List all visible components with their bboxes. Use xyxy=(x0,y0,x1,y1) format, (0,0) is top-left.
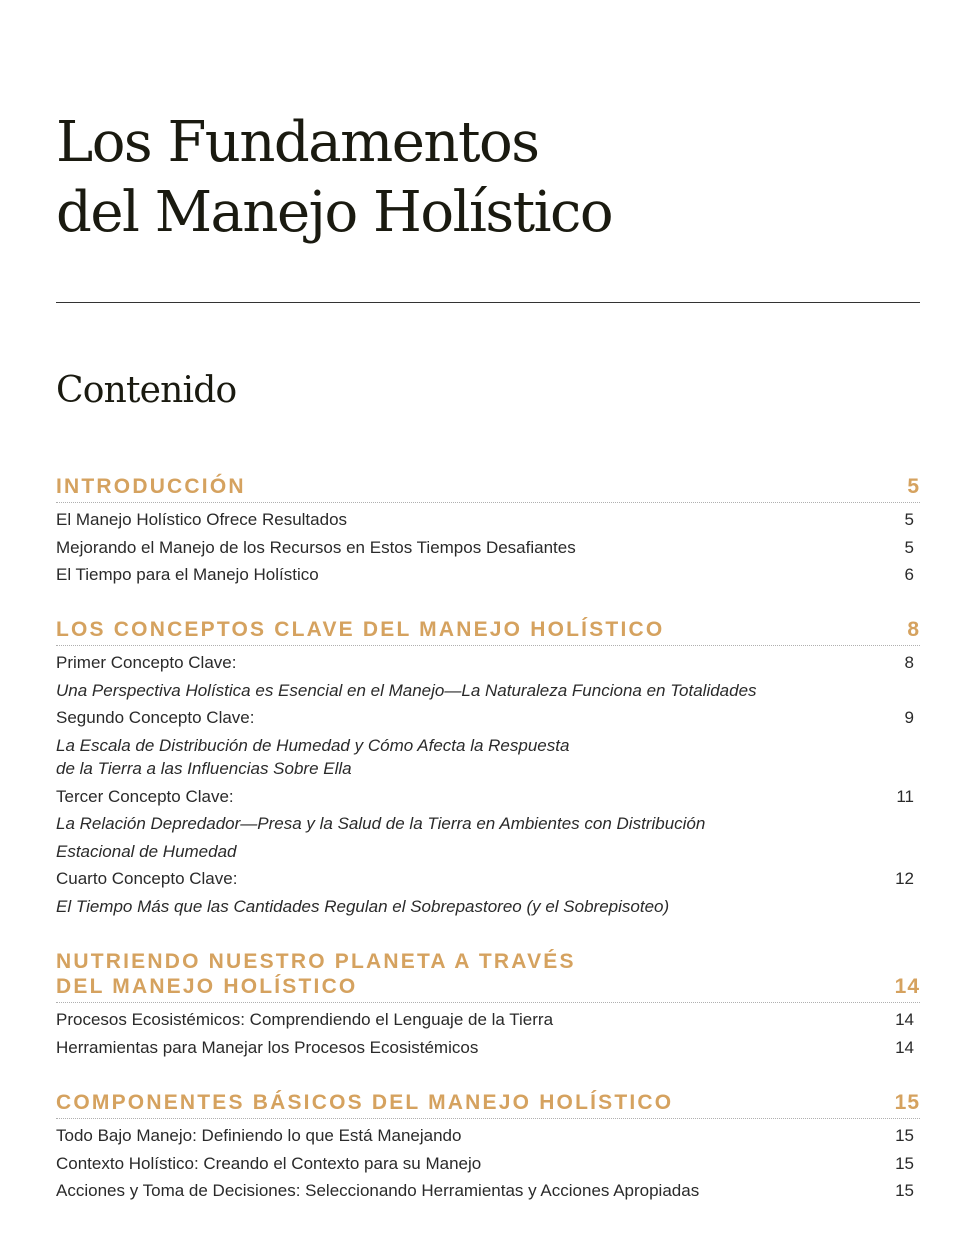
toc-entry[interactable] xyxy=(56,1177,920,1205)
title-line-2: del Manejo Holístico xyxy=(56,180,613,245)
toc-entry[interactable] xyxy=(56,1122,920,1150)
toc-entry[interactable] xyxy=(56,865,920,893)
entry-title: Primer Concepto Clave: xyxy=(56,653,237,672)
toc-section-componentes xyxy=(56,1090,920,1205)
entry-subtitle: Una Perspectiva Holística es Esencial en el Manejo—La Naturaleza Funciona en Totalidades xyxy=(56,680,757,700)
toc-entry[interactable] xyxy=(56,534,920,562)
toc-entry[interactable] xyxy=(56,783,920,811)
entry-title: Procesos Ecosistémicos: Comprendiendo el Lenguaje de la Tierra xyxy=(56,1010,554,1029)
entry-title: Herramientas para Manejar los Procesos Ecosistémicos xyxy=(56,1037,479,1057)
entry-title: Segundo Concepto Clave: xyxy=(56,708,255,727)
toc-entry[interactable] xyxy=(56,1150,920,1178)
section-title: COMPONENTES BÁSICOS DEL MANEJO HOLÍSTICO xyxy=(56,1091,674,1114)
entry-title: Mejorando el Manejo de los Recursos en Estos Tiempos Desafiantes xyxy=(56,537,576,557)
entry-page: 8 xyxy=(904,653,914,672)
toc-section-introduccion xyxy=(56,474,920,589)
entry-page: 14 xyxy=(895,1037,914,1057)
section-page: 5 xyxy=(907,475,920,498)
section-page: 8 xyxy=(907,618,920,641)
section-page: 14 xyxy=(894,975,920,998)
entry-title: Contexto Holístico: Creando el Contexto para su Manejo xyxy=(56,1153,482,1173)
section-title-line-2: DEL MANEJO HOLÍSTICO xyxy=(56,975,358,998)
toc-entry[interactable] xyxy=(56,1006,920,1034)
entry-subtitle: El Tiempo Más que las Cantidades Regulan el Sobrepastoreo (y el Sobrepisoteo) xyxy=(56,896,670,916)
section-title-line-1: NUTRIENDO NUESTRO PLANETA A TRAVÉS xyxy=(56,950,576,973)
section-heading[interactable] xyxy=(56,949,920,1003)
entry-title: El Manejo Holístico Ofrece Resultados xyxy=(56,510,348,529)
entry-subtitle-line-1: La Escala de Distribución de Humedad y Cómo Afecta la Respuesta xyxy=(56,735,570,755)
entry-page: 6 xyxy=(904,565,914,584)
section-title: LOS CONCEPTOS CLAVE DEL MANEJO HOLÍSTICO xyxy=(56,618,665,641)
section-page: 15 xyxy=(894,1091,920,1114)
contents-heading: Contenido xyxy=(56,370,237,411)
entry-page: 11 xyxy=(896,786,914,806)
toc-entry[interactable] xyxy=(56,1034,920,1062)
document-title xyxy=(56,108,936,248)
toc-subtitle[interactable] xyxy=(56,838,920,866)
section-heading[interactable] xyxy=(56,1090,920,1119)
section-heading[interactable] xyxy=(56,617,920,646)
entry-page: 14 xyxy=(895,1010,914,1029)
section-title: INTRODUCCIÓN xyxy=(56,475,246,498)
entry-title: Todo Bajo Manejo: Definiendo lo que Está Manejando xyxy=(56,1126,462,1145)
toc-section-conceptos-clave xyxy=(56,617,920,920)
title-divider xyxy=(56,302,920,303)
toc-subtitle[interactable] xyxy=(56,677,920,705)
entry-page: 5 xyxy=(904,510,914,529)
entry-page: 12 xyxy=(895,869,914,888)
section-heading[interactable] xyxy=(56,474,920,503)
title-line-1: Los Fundamentos xyxy=(56,110,539,175)
entry-subtitle: La Relación Depredador—Presa y la Salud de la Tierra en Ambientes con Distribución xyxy=(56,814,706,833)
entry-title: Cuarto Concepto Clave: xyxy=(56,869,238,888)
toc-entry[interactable] xyxy=(56,506,920,534)
entry-page: 15 xyxy=(895,1153,914,1173)
entry-page: 5 xyxy=(904,537,914,557)
entry-page: 15 xyxy=(895,1126,914,1145)
entry-page: 9 xyxy=(904,708,914,727)
toc-subtitle[interactable] xyxy=(56,893,920,921)
entry-page: 15 xyxy=(895,1181,914,1200)
entry-title: El Tiempo para el Manejo Holístico xyxy=(56,565,319,584)
entry-subtitle-line-2: de la Tierra a las Influencias Sobre Ella xyxy=(56,758,352,778)
toc-section-nutriendo xyxy=(56,949,920,1061)
entry-title: Tercer Concepto Clave: xyxy=(56,786,234,806)
toc-subtitle[interactable] xyxy=(56,732,920,783)
toc-entry[interactable] xyxy=(56,561,920,589)
toc-entry[interactable] xyxy=(56,704,920,732)
toc-entry[interactable] xyxy=(56,649,920,677)
entry-title: Acciones y Toma de Decisiones: Seleccionando Herramientas y Acciones Apropiadas xyxy=(56,1181,700,1200)
toc-subtitle[interactable] xyxy=(56,810,920,838)
entry-subtitle: Estacional de Humedad xyxy=(56,841,237,861)
